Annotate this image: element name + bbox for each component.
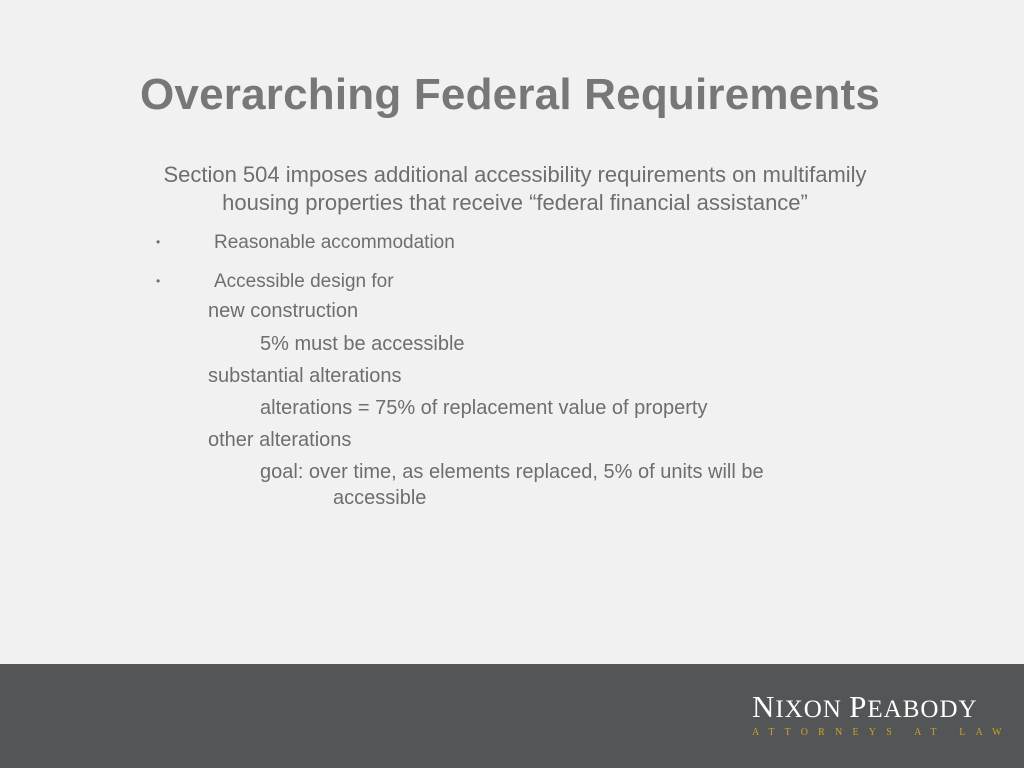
bullet-text: Reasonable accommodation bbox=[214, 232, 455, 253]
sub-detail-other-alterations-line-1: goal: over time, as elements replaced, 5% of units will be bbox=[260, 461, 764, 483]
nixon-peabody-logo bbox=[752, 689, 1012, 738]
logo-tagline: ATTORNEYS AT LAW bbox=[752, 727, 1012, 738]
sub-item-other-alterations: other alterations bbox=[208, 429, 352, 451]
intro-line-2: housing properties that receive “federal financial assistance” bbox=[222, 190, 808, 215]
intro-line-1: Section 504 imposes additional accessibility requirements on multifamily bbox=[163, 162, 867, 187]
logo-firm-name: NIXON PEABODY bbox=[752, 689, 978, 724]
bullet-dot-icon: • bbox=[156, 274, 161, 288]
sub-detail-other-alterations-line-2: accessible bbox=[333, 487, 427, 509]
sub-item-new-construction: new construction bbox=[208, 300, 359, 322]
sub-detail-new-construction: 5% must be accessible bbox=[260, 333, 465, 355]
sub-item-substantial-alterations: substantial alterations bbox=[208, 365, 402, 387]
slide-title: Overarching Federal Requirements bbox=[140, 70, 880, 119]
bullet-text: Accessible design for bbox=[214, 271, 394, 292]
intro-paragraph bbox=[90, 161, 940, 217]
sub-detail-substantial-alterations: alterations = 75% of replacement value of property bbox=[260, 397, 708, 419]
bullet-dot-icon: • bbox=[156, 235, 161, 249]
